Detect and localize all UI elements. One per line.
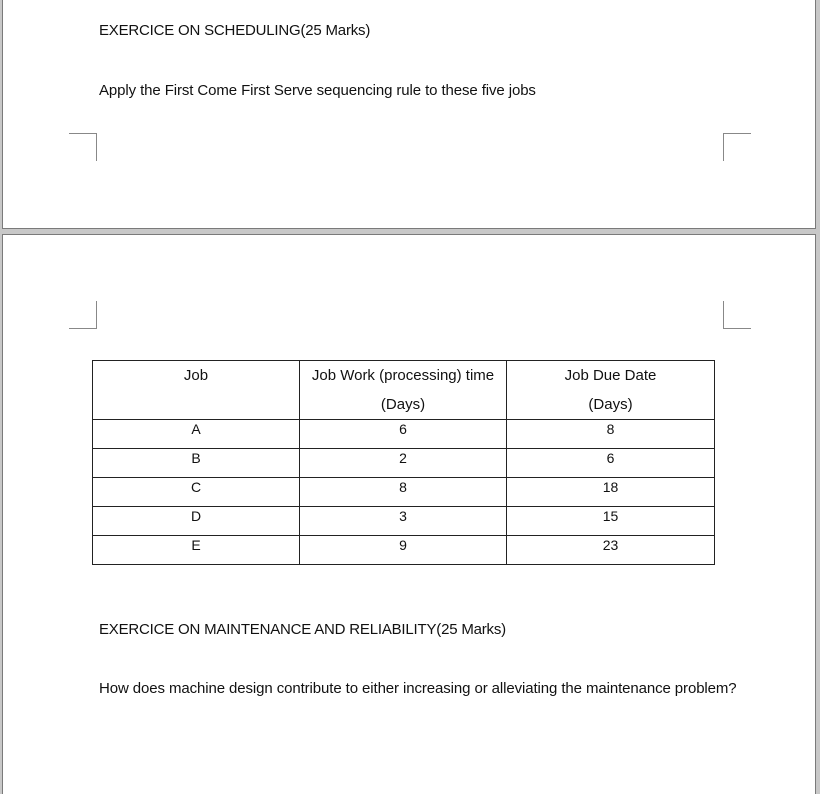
header-due-date-label: Job Due Date: [564, 367, 657, 384]
jobs-table: [92, 360, 715, 565]
document-page-2: [2, 234, 816, 794]
due-date-cell: 6: [507, 449, 715, 478]
due-date-cell: 23: [507, 536, 715, 565]
due-date-cell: 8: [507, 420, 715, 449]
header-processing-time-label: Job Work (processing) time: [311, 367, 495, 384]
margin-corner-mark: [69, 301, 97, 329]
header-processing-time-unit: (Days): [380, 396, 426, 413]
job-cell: C: [93, 478, 300, 507]
scheduling-instruction: Apply the First Come First Serve sequencing rule to these five jobs: [99, 82, 536, 99]
table-row: [93, 507, 715, 536]
due-date-cell: 18: [507, 478, 715, 507]
job-cell: D: [93, 507, 300, 536]
header-job: [93, 361, 300, 420]
margin-corner-mark: [69, 133, 97, 161]
table-row: [93, 536, 715, 565]
header-job-label: Job: [183, 367, 209, 384]
header-processing-time: [300, 361, 507, 420]
processing-time-cell: 9: [300, 536, 507, 565]
processing-time-cell: 6: [300, 420, 507, 449]
due-date-cell: 15: [507, 507, 715, 536]
header-due-date: [507, 361, 715, 420]
table-header-row: [93, 361, 715, 420]
maintenance-question: How does machine design contribute to either increasing or alleviating the maintenance problem?: [99, 680, 737, 697]
processing-time-cell: 3: [300, 507, 507, 536]
header-due-date-unit: (Days): [588, 396, 633, 413]
scheduling-heading: EXERCICE ON SCHEDULING(25 Marks): [99, 22, 371, 39]
processing-time-cell: 8: [300, 478, 507, 507]
document-page-1: [2, 0, 816, 229]
table-row: [93, 478, 715, 507]
margin-corner-mark: [723, 301, 751, 329]
table-row: [93, 449, 715, 478]
job-cell: A: [93, 420, 300, 449]
margin-corner-mark: [723, 133, 751, 161]
maintenance-heading: EXERCICE ON MAINTENANCE AND RELIABILITY(25 Marks): [99, 621, 506, 638]
processing-time-cell: 2: [300, 449, 507, 478]
table-row: [93, 420, 715, 449]
job-cell: E: [93, 536, 300, 565]
job-cell: B: [93, 449, 300, 478]
